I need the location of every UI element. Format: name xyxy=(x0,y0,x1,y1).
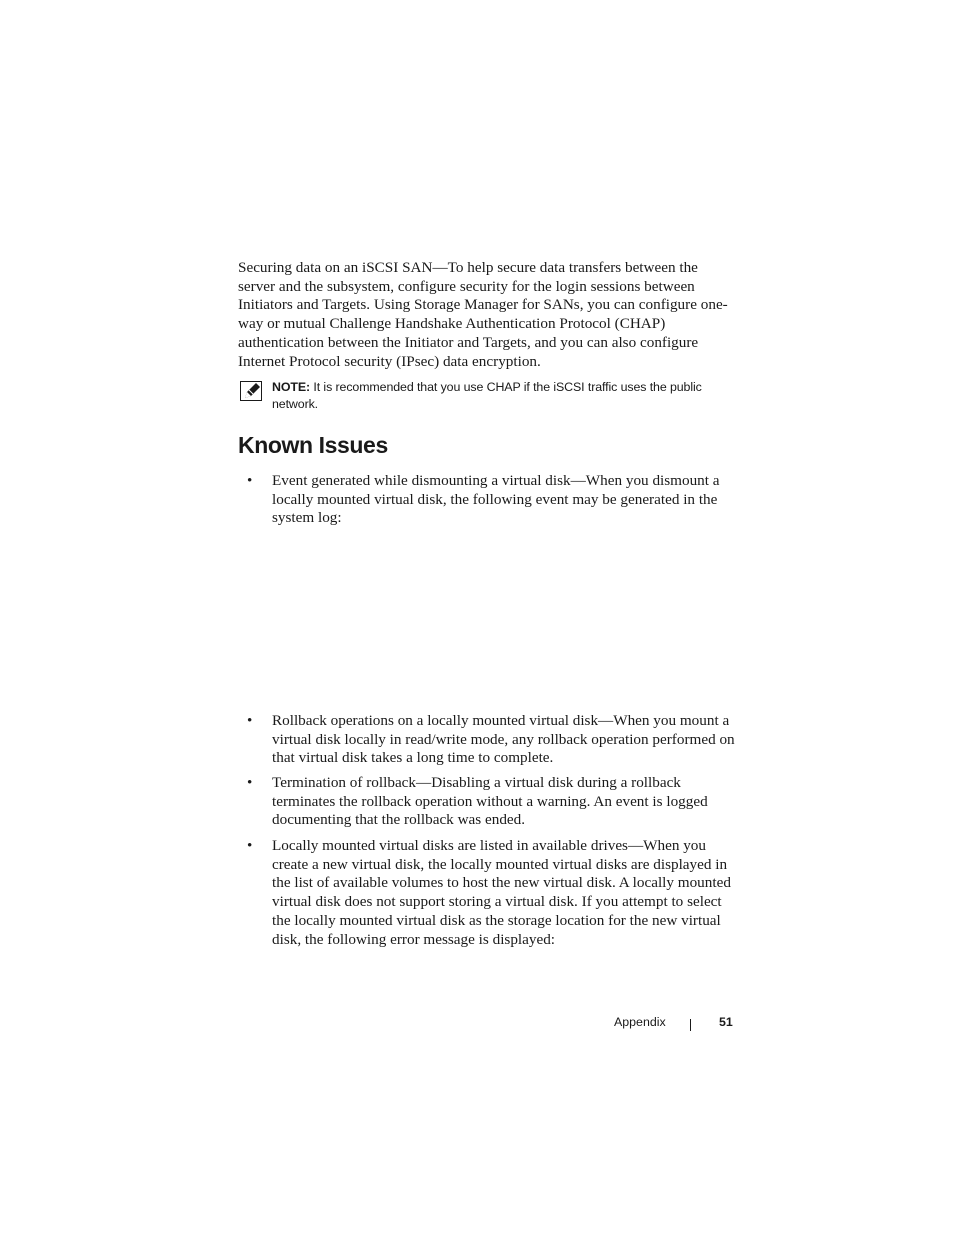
note-label: NOTE: xyxy=(272,380,311,394)
list-item-text: Rollback operations on a locally mounted virtual disk—When you mount a virtual disk locally in read/write mode, any rollback operation performed on that virtual disk takes a long time to complete. xyxy=(272,712,735,767)
bullet-icon: • xyxy=(247,712,253,729)
intro-paragraph: Securing data on an iSCSI SAN—To help secure data transfers between the server and the subsystem, configure security for the login sessions between Initiators and Targets. Using Storage Manager for SANs, you can configure one-way or mutual Challenge Handshake Authentication Protocol (CHAP) authentication between the Initiator and Targets, and you can also configure Internet Protocol security (IPsec) data encryption. xyxy=(238,259,728,370)
pencil-note-icon xyxy=(240,381,262,401)
footer-section-name: Appendix xyxy=(614,1015,666,1029)
footer-divider xyxy=(690,1019,691,1031)
list-item-text: Locally mounted virtual disks are listed in available drives—When you create a new virtual disk, the locally mounted virtual disks are displayed in the list of available volumes to host the new virtual disk. A locally mounted virtual disk does not support storing a virtual disk. If you attempt to select the locally mounted virtual disk as the storage location for the new virtual disk, the following error message is displayed: xyxy=(272,837,731,948)
note-body: It is recommended that you use CHAP if the iSCSI traffic uses the public network. xyxy=(272,380,702,411)
note-text xyxy=(272,379,712,413)
bullet-icon: • xyxy=(247,472,253,489)
bullet-icon: • xyxy=(247,837,253,854)
bullet-icon: • xyxy=(247,774,253,791)
list-item-text: Termination of rollback—Disabling a virtual disk during a rollback terminates the rollback operation without a warning. An event is logged documenting that the rollback was ended. xyxy=(272,774,708,829)
section-heading: Known Issues xyxy=(238,432,388,458)
page-number: 51 xyxy=(719,1015,733,1029)
list-item-text: Event generated while dismounting a virtual disk—When you dismount a locally mounted virtual disk, the following event may be generated in the system log: xyxy=(272,472,720,527)
